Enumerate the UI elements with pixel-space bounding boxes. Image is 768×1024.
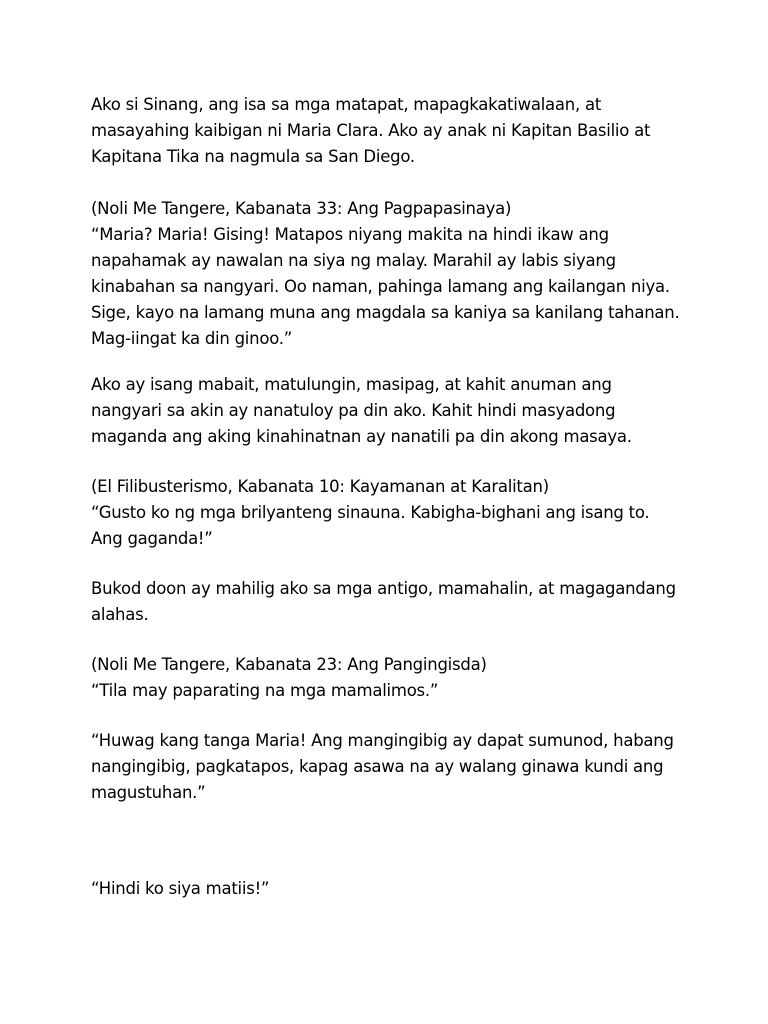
- text-line: “Huwag kang tanga Maria! Ang mangingibig ay dapat sumunod, habang: [91, 731, 674, 750]
- paragraph-advice-quote: [91, 728, 711, 806]
- text-line: alahas.: [91, 605, 149, 624]
- paragraph-elfili-10: [91, 474, 711, 552]
- paragraph-character-traits: [91, 372, 711, 450]
- text-line: nangyari sa akin ay nanatuloy pa din ako. Kahit hindi masyadong: [91, 401, 616, 420]
- text-line: “Gusto ko ng mga brilyanteng sinauna. Kabigha-bighani ang isang to.: [91, 503, 650, 522]
- paragraph-final-quote: [91, 876, 711, 902]
- text-line: maganda ang aking kinahinatnan ay nanatili pa din akong masaya.: [91, 427, 632, 446]
- text-line: (Noli Me Tangere, Kabanata 23: Ang Pangingisda): [91, 655, 487, 674]
- text-line: “Hindi ko siya matiis!”: [91, 879, 270, 898]
- text-line: masayahing kaibigan ni Maria Clara. Ako ay anak ni Kapitan Basilio at: [91, 121, 651, 140]
- text-line: “Tila may paparating na mga mamalimos.”: [91, 681, 439, 700]
- text-line: Bukod doon ay mahilig ako sa mga antigo, mamahalin, at magagandang: [91, 579, 676, 598]
- text-line: kinabahan sa nangyari. Oo naman, pahinga lamang ang kailangan niya.: [91, 277, 670, 296]
- text-line: magustuhan.”: [91, 783, 206, 802]
- paragraph-intro: [91, 92, 711, 170]
- paragraph-noli-23: [91, 652, 711, 704]
- text-line: (Noli Me Tangere, Kabanata 33: Ang Pagpapasinaya): [91, 199, 512, 218]
- text-line: Ako si Sinang, ang isa sa mga matapat, mapagkakatiwalaan, at: [91, 95, 602, 114]
- text-line: Ang gaganda!”: [91, 529, 213, 548]
- text-line: nangingibig, pagkatapos, kapag asawa na ay walang ginawa kundi ang: [91, 757, 664, 776]
- paragraph-noli-33: [91, 196, 711, 352]
- text-line: napahamak ay nawalan na siya ng malay. Marahil ay labis siyang: [91, 251, 616, 270]
- text-line: Ako ay isang mabait, matulungin, masipag, at kahit anuman ang: [91, 375, 612, 394]
- text-line: “Maria? Maria! Gising! Matapos niyang makita na hindi ikaw ang: [91, 225, 609, 244]
- text-line: Kapitana Tika na nagmula sa San Diego.: [91, 147, 415, 166]
- text-line: (El Filibusterismo, Kabanata 10: Kayamanan at Karalitan): [91, 477, 549, 496]
- text-line: Mag-iingat ka din ginoo.”: [91, 329, 293, 348]
- paragraph-antiques: [91, 576, 711, 628]
- text-line: Sige, kayo na lamang muna ang magdala sa kaniya sa kanilang tahanan.: [91, 303, 680, 322]
